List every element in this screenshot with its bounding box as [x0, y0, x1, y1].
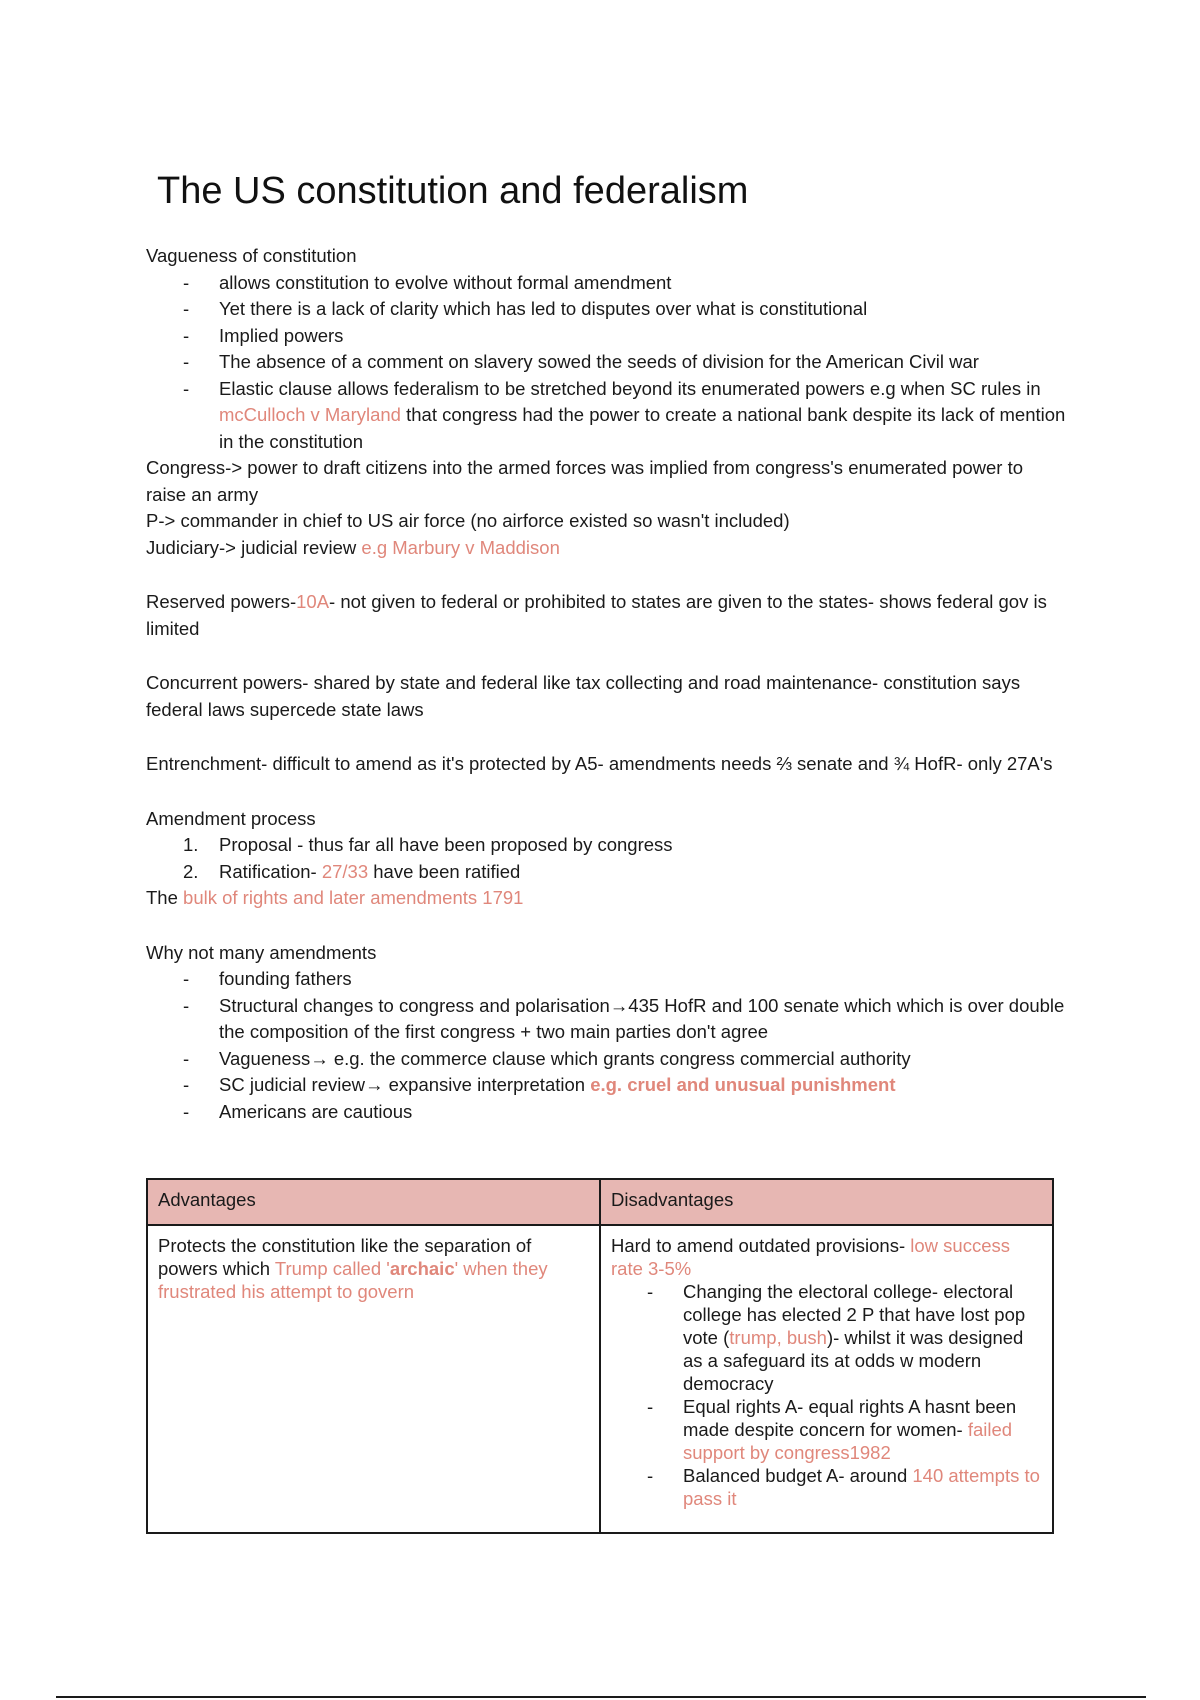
item-highlight: failed support by congress1982	[683, 1419, 1013, 1463]
sc-example: e.g. cruel and unusual punishment	[590, 1074, 896, 1095]
list-item	[183, 859, 1066, 886]
list-item	[219, 1072, 1066, 1099]
list-item: - Vagueness→ e.g. the commerce clause which grants congress commercial authority	[219, 1046, 1066, 1073]
disadvantages-cell	[600, 1225, 1053, 1533]
elastic-text: Elastic clause allows federalism to be stretched beyond its enumerated powers e.g when SC rules in	[219, 377, 1041, 399]
tenth-amendment: 10A	[296, 591, 330, 612]
list-item: - Americans are cautious	[219, 1099, 1066, 1126]
note-text: The	[146, 887, 184, 908]
implied-president: P-> commander in chief to US air force (no airforce existed so wasn't included)	[146, 510, 790, 531]
step-number: 1.	[183, 834, 199, 855]
step-text-end: have been ratified	[368, 860, 521, 882]
table-row	[147, 1225, 1053, 1533]
item-text: Changing the electoral college- electoral college has elected 2 P that have lost pop vote (	[683, 1281, 1026, 1348]
list-item: - founding fathers	[219, 966, 1066, 993]
entrenchment: Entrenchment- difficult to amend as it's protected by A5- amendments needs ⅔ senate and ¾ HofR- only 27A's	[146, 753, 1053, 774]
concurrent-powers: Concurrent powers- shared by state and federal like tax collecting and road maintenance- constitution says federal laws supercede state laws	[146, 672, 1021, 720]
note-highlight: bulk of rights and later amendments 1791	[183, 887, 524, 908]
bill-of-rights-note	[146, 885, 1066, 912]
header-advantages: Advantages	[147, 1179, 600, 1225]
ratified-count: 27/33	[321, 860, 369, 882]
success-rate: low success rate 3-5%	[611, 1235, 1010, 1279]
item-text: Equal rights A- equal rights A hasnt been made despite concern for women-	[683, 1396, 1017, 1440]
implied-judiciary	[146, 535, 1066, 562]
item-highlight: trump, bush	[729, 1327, 827, 1348]
list-item	[183, 832, 1066, 859]
table-header-row	[147, 1179, 1053, 1225]
advantage-text: Protects the constitution like the separation of powers which	[158, 1235, 532, 1279]
step-text: Proposal - thus far all have been proposed by congress	[219, 834, 673, 855]
list-item	[683, 1395, 1042, 1464]
why-not-list	[146, 966, 1066, 1125]
case-marbury: e.g Marbury v Maddison	[361, 536, 560, 558]
header-disadvantages: Disadvantages	[600, 1179, 1053, 1225]
list-item: - Yet there is a lack of clarity which has led to disputes over what is constitutional	[219, 296, 1066, 323]
vagueness-heading: Vagueness of constitution	[146, 245, 357, 266]
list-item	[683, 1280, 1042, 1395]
list-item: - Structural changes to congress and polarisation→435 HofR and 100 senate which which is over double the composition of the first congress + two main parties don't agree	[219, 993, 1066, 1046]
vagueness-list	[146, 270, 1066, 456]
list-item: - The absence of a comment on slavery sowed the seeds of division for the American Civil war	[219, 349, 1066, 376]
disadvantage-list	[611, 1280, 1042, 1510]
list-item: - Implied powers	[219, 323, 1066, 350]
why-not-heading: Why not many amendments	[146, 941, 377, 963]
advantage-hl: Trump called '	[274, 1258, 390, 1279]
item-highlight: 140 attempts to pass it	[683, 1465, 1040, 1509]
step-text: Ratification-	[219, 860, 322, 882]
notes-body	[146, 243, 1066, 1125]
item-text-end: )- whilst it was designed as a safeguard its at odds w modern democracy	[683, 1327, 1024, 1394]
amendment-steps	[146, 832, 1066, 885]
list-item-elastic-clause	[219, 376, 1066, 456]
page-title: The US constitution and federalism	[157, 170, 749, 212]
list-item	[683, 1464, 1042, 1510]
judiciary-text: Judiciary-> judicial review	[146, 536, 362, 558]
disadvantage-intro: Hard to amend outdated provisions-	[611, 1235, 911, 1256]
case-mcculloch: mcCulloch v Maryland	[219, 404, 401, 425]
advantages-cell	[147, 1225, 600, 1533]
sc-text: SC judicial review→ expansive interpretation	[219, 1074, 591, 1095]
advantage-hl-end: ' when they frustrated his attempt to govern	[158, 1258, 548, 1302]
item-text: Balanced budget A- around	[683, 1465, 913, 1486]
advantages-disadvantages-table	[146, 1178, 1054, 1534]
implied-congress: Congress-> power to draft citizens into the armed forces was implied from congress's enumerated power to raise an army	[146, 457, 1024, 505]
advantage-bold: archaic	[389, 1258, 455, 1279]
reserved-label: Reserved powers-	[146, 591, 297, 612]
amendment-process-heading: Amendment process	[146, 807, 316, 829]
elastic-text-end: that congress had the power to create a national bank despite its lack of mention in the constitution	[219, 404, 1066, 452]
step-number: 2.	[183, 860, 199, 882]
reserved-powers	[146, 589, 1066, 642]
list-item: - allows constitution to evolve without formal amendment	[219, 270, 1066, 297]
page-divider	[56, 1696, 1146, 1698]
reserved-text: - not given to federal or prohibited to states are given to the states- shows federal gov is limited	[146, 591, 1047, 639]
